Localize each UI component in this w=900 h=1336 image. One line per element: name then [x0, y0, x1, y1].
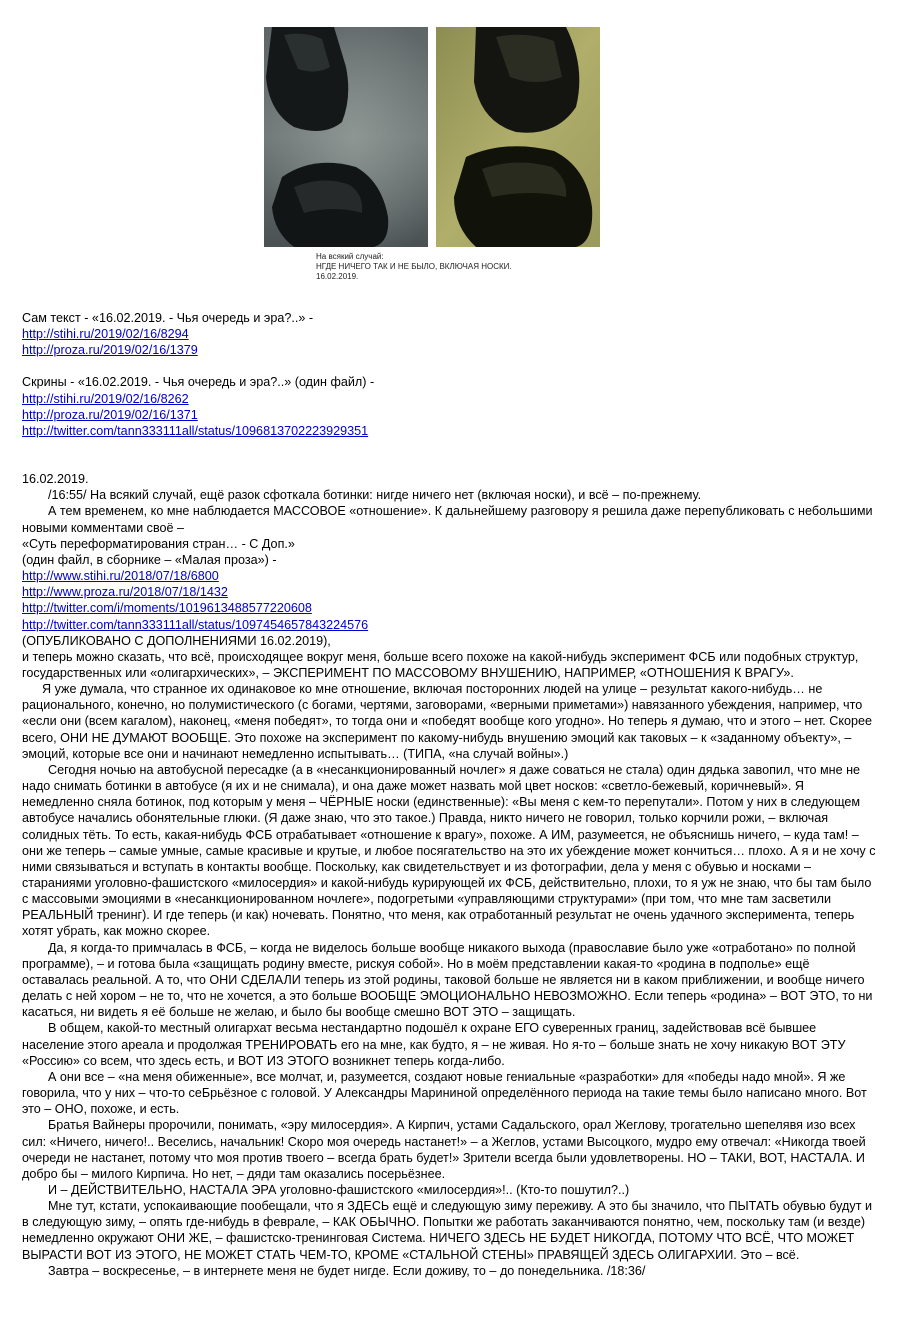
photo-caption-line: НГДЕ НИЧЕГО ТАК И НЕ БЫЛО, ВКЛЮЧАЯ НОСКИ.	[316, 262, 512, 271]
link[interactable]: http://twitter.com/i/moments/1019613488577220608	[22, 601, 312, 616]
text-line: (один файл, в сборнике – «Малая проза») -	[22, 552, 277, 567]
link[interactable]: http://stihi.ru/2019/02/16/8262	[22, 391, 189, 406]
photo-caption-line: На всякий случай:	[316, 252, 384, 261]
paragraph: /16:55/ На всякий случай, ещё разок сфоткала ботинки: нигде ничего нет (включая носки), и всё – по-прежнему.	[48, 488, 702, 503]
link[interactable]: http://stihi.ru/2019/02/16/8294	[22, 327, 189, 342]
photo-caption-line: 16.02.2019.	[316, 272, 359, 281]
paragraph: Братья Вайнеры пророчили, понимать, «эру милосердия». А Кирпич, устами Садальского, орал Жеглову, трогательно шепелявя изо всех сил: «Ничего, ничего!.. Веселись, начальник! Скоро моя очередь настанет!» – а Жеглов, устами Высоцкого, мудро ему отвечал: «Никогда твоей очереди не настанет, потому что моя против твоего – всегда брать будет!» Зрители всегда были удовлетворены. НО – ТАКИ, ВОТ, НАСТАЛА. И добро бы – милого Кирпича. Но нет, – дяди там оказались посерьёзнее.	[22, 1118, 866, 1181]
screens-links-intro: Скрины - «16.02.2019. - Чья очередь и эра?..» (один файл) -	[22, 375, 375, 390]
paragraph: Мне тут, кстати, успокаивающие пообещали, что я ЗДЕСЬ ещё и следующую зиму переживу. А это бы значило, что ПЫТАТЬ обувью будут и в следующую зиму, – опять где-нибудь в феврале, – КАК ОБЫЧНО. Попытки же работать заканчиваются понятно, чем, поскольку там (и везде) немедленно окружают ОНИ ЖЕ, – фашистско-тренинговая Система. НИЧЕГО ЗДЕСЬ НЕ БУДЕТ НИКОГДА, ПОТОМУ ЧТО ВСЁ, ЧТО МОЖЕТ ВЫРАСТИ ВОТ ИЗ ЭТОГО, НЕ МОЖЕТ СТАТЬ ЧЕМ-ТО, КРОМЕ «СТАЛЬНОЙ СТЕНЫ» ПРАВЯЩЕЙ ЗДЕСЬ ОЛИГАРХИИ. Это – всё.	[22, 1199, 873, 1262]
paragraph: И – ДЕЙСТВИТЕЛЬНО, НАСТАЛА ЭРА уголовно-фашистского «милосердия»!.. (Кто-то пошутил?..)	[48, 1182, 630, 1197]
boots-photo-right	[436, 27, 600, 247]
link[interactable]: http://twitter.com/tann333111all/status/1097454657843224576	[22, 617, 369, 632]
entry-date: 16.02.2019.	[22, 472, 89, 487]
paragraph: Завтра – воскресенье, – в интернете меня не будет нигде. Если доживу, то – до понедельника. /18:36/	[48, 1263, 646, 1278]
document-body	[22, 310, 878, 1279]
link[interactable]: http://www.stihi.ru/2018/07/18/6800	[22, 569, 219, 584]
paragraph: Сегодня ночью на автобусной пересадке (а в «несанкционированный ночлег» я даже соваться не стала) один дядька завопил, что мне не надо снимать ботинки в автобусе (я их и не снимала), и она даже может назвать мой цвет носков: «светло-бежевый, коричневый». Я немедленно сняла ботинок, под которым у меня – ЧЁРНЫЕ носки (единственные): «Вы меня с кем-то перепутали». Потом у них в следующем автобусе начались обонятельные глюки. (Я даже знаю, что это такое.) Правда, никто ничего не говорил, только корчили рожи, – включая солидных тёть. То есть, какая-нибудь ФСБ отрабатывает «отношение к врагу», похоже. А ИМ, разумеется, не объяснишь ничего, – куда там! – они же теперь – самые умные, самые красивые и крутые, и любое посягательство на это их убеждение может кончиться… плохо. А я и не хочу с ними связываться и вступать в контакты вообще. Поскольку, как свидетельствует и из фотографии, дела у меня с обувью и носками – стараниями уголовно-фашистского «милосердия» и какой-нибудь курирующей их ФСБ, действительно, плохи, то я уж не знаю, что бы там было с массовыми эмоциями в «несанкционированном ночлеге», подогретыми «управляющими структурами» (при том, что мне там засветили РЕАЛЬНЫЙ тренинг). И где теперь (и как) ночевать. Понятно, что меня, как отработанный результат не очень удачного эксперимента, теперь хотят убрать, как можно скорее.	[22, 762, 876, 939]
paragraph: В общем, какой-то местный олигархат весьма нестандартно подошёл к охране ЕГО суверенных границ, задействовав всё бывшее население этого ареала и продолжая ТРЕНИРОВАТЬ его на мне, как будто, я – не живая. Но я-то – больше знать не хочу никакую ВОТ ЭТУ «Россию» со всем, что здесь есть, и ВОТ ИЗ ЭТОГО возникнет теперь когда-либо.	[22, 1021, 846, 1068]
paragraph: А они все – «на меня обиженные», все молчат, и, разумеется, создают новые гениальные «разработки» для «победы надо мной». Я же говорила, что у них – что-то сеБрьёзное с головой. У Александры Марининой определённого периода на такие темы было написано много. Вот это – ОНО, похоже, и есть.	[22, 1069, 867, 1117]
text-line: (ОПУБЛИКОВАНО С ДОПОЛНЕНИЯМИ 16.02.2019),	[22, 633, 331, 648]
photo-caption	[316, 252, 596, 282]
link[interactable]: http://twitter.com/tann333111all/status/1096813702223929351	[22, 423, 369, 438]
paragraph: А тем временем, ко мне наблюдается МАССОВОЕ «отношение». К дальнейшему разговору я решила даже перепубликовать с небольшими новыми комментами своё –	[22, 504, 873, 535]
paragraph: и теперь можно сказать, что всё, происходящее вокруг меня, больше всего похоже на какой-нибудь эксперимент ФСБ или подобных структур, государственных или «олигархических», – ЭКСПЕРИМЕНТ ПО МАССОВОМУ ВНУШЕНИЮ, НАПРИМЕР, «ОТНОШЕНИЯ К ВРАГУ».	[22, 649, 859, 680]
link[interactable]: http://proza.ru/2019/02/16/1371	[22, 407, 198, 422]
paragraph: Да, я когда-то примчалась в ФСБ, – когда не виделось больше вообще никакого выхода (православие было уже «отработано» по полной программе), – и готова была «защищать родину вместе, рискуя собой». Но в моём представлении какая-то «родина в подполье» ещё оставалась реальной. А то, что ОНИ СДЕЛАЛИ теперь из этой родины, таковой больше не является ни в каком приближении, и вообще ничего делать с ней хором – не то, что не хочется, а это больше ВООБЩЕ ЭМОЦИОНАЛЬНО НЕВОЗМОЖНО. Если теперь «родина» – ВОТ ЭТО, то ни касаться, ни видеть я её больше не желаю, и было бы вообще смешно ВОТ ЭТО – защищать.	[22, 940, 873, 1020]
photo-collage	[264, 27, 600, 290]
link[interactable]: http://proza.ru/2019/02/16/1379	[22, 343, 198, 358]
text-line: «Суть переформатирования стран… - С Доп.»	[22, 536, 295, 551]
paragraph: Я уже думала, что странное их одинаковое ко мне отношение, включая посторонних людей на улице – результат какого-нибудь… не рационального, конечно, но полумистического (с богами, чертями, заговорами, «верными приметами») навязанного убеждения, например, что «если они (всем кагалом), наконец, «меня победят», то тогда они и «победят вообще кого угодно». Но теперь я думаю, что и этого – нет. Скорее всего, ОНИ НЕ ДУМАЮТ ВООБЩЕ. Это похоже на эксперимент по какому-нибудь внушению эмоций как таковых – к «заданному объекту», – эмоций, которые все они и начинают немедленно испытывать… (ТИПА, «на случай войны».)	[22, 682, 873, 761]
link[interactable]: http://www.proza.ru/2018/07/18/1432	[22, 585, 228, 600]
text-links-intro: Сам текст - «16.02.2019. - Чья очередь и эра?..» -	[22, 311, 314, 325]
boots-photo-left	[264, 27, 428, 247]
